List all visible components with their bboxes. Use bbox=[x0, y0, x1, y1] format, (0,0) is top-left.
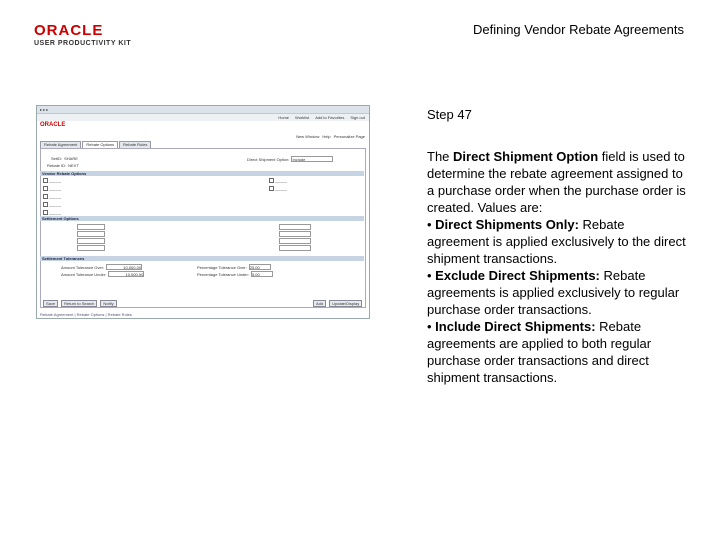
tab-rebate-options[interactable]: Rebate Options bbox=[82, 141, 118, 149]
logo-brand: ORACLE bbox=[34, 22, 104, 39]
input-box[interactable] bbox=[279, 245, 311, 251]
input-box[interactable] bbox=[279, 224, 311, 230]
input-box[interactable] bbox=[77, 238, 105, 244]
settlement-input[interactable] bbox=[279, 238, 311, 244]
bullet: • bbox=[427, 319, 436, 334]
rebate-options-section: Vendor Rebate Options bbox=[40, 171, 364, 176]
checkbox[interactable] bbox=[43, 178, 48, 183]
intro-field-name: Direct Shipment Option bbox=[453, 149, 599, 164]
settlement-input[interactable] bbox=[77, 238, 105, 244]
add-button[interactable]: Add bbox=[313, 300, 326, 307]
checkbox[interactable] bbox=[43, 210, 48, 215]
nav-link-home[interactable]: Home bbox=[278, 115, 290, 120]
checkbox[interactable] bbox=[269, 186, 274, 191]
value-text: Rebate agreements is applied exclusively to regular purchase order transactions. bbox=[427, 268, 680, 317]
settlement-input[interactable] bbox=[279, 245, 311, 251]
universal-navigation bbox=[37, 114, 369, 121]
checkbox[interactable] bbox=[269, 178, 274, 183]
option-checkbox-row[interactable]: ——— bbox=[43, 178, 61, 184]
pct-tol-over-input[interactable] bbox=[249, 264, 271, 270]
amount-tol-under-input[interactable] bbox=[108, 271, 144, 277]
nav-link-favorites[interactable]: Add to Favorites bbox=[315, 115, 345, 120]
personalize-link[interactable]: Personalize Page bbox=[333, 134, 365, 139]
option-checkbox-row[interactable]: ——— bbox=[43, 202, 61, 208]
input-box[interactable] bbox=[279, 231, 311, 237]
rebate-id-label: Rebate ID: bbox=[47, 163, 67, 168]
value-text: Rebate agreement is applied exclusively to the direct shipment transactions. bbox=[427, 217, 686, 266]
notify-button[interactable]: Notify bbox=[100, 300, 116, 307]
tolerance-section: Settlement Tolerances bbox=[40, 256, 364, 261]
input-box[interactable] bbox=[77, 245, 105, 251]
logo-subtitle: USER PRODUCTIVITY KIT bbox=[34, 40, 132, 47]
settlement-input[interactable] bbox=[279, 224, 311, 230]
pct-tol-under-input[interactable] bbox=[251, 271, 273, 277]
input-box[interactable] bbox=[279, 238, 311, 244]
pct-tol-under-value: 5.00 bbox=[251, 272, 260, 277]
option-checkbox-row[interactable]: ——— bbox=[43, 186, 61, 192]
nav-link-signout[interactable]: Sign out bbox=[350, 115, 365, 120]
pct-tol-over-value: 25.00 bbox=[249, 265, 260, 270]
rebate-id-value: NEXT bbox=[68, 163, 79, 168]
value-item bbox=[427, 216, 689, 267]
percentage-tolerance-under bbox=[197, 271, 273, 277]
tab-rebate-agreement[interactable]: Rebate Agreement bbox=[40, 141, 81, 149]
setid-label: SetID: bbox=[51, 156, 63, 161]
settlement-input[interactable] bbox=[77, 224, 105, 230]
bullet: • bbox=[427, 217, 436, 232]
new-window-link[interactable]: New Window bbox=[296, 134, 320, 139]
direct-shipment-select[interactable] bbox=[291, 156, 333, 162]
setid-value: SHARE bbox=[64, 156, 78, 161]
document-title: Defining Vendor Rebate Agreements bbox=[472, 22, 684, 37]
direct-shipment-label: Direct Shipment Option: bbox=[247, 156, 290, 162]
percentage-tolerance-over bbox=[197, 264, 271, 270]
amount-tolerance-under bbox=[61, 271, 144, 277]
toolbar-right bbox=[313, 300, 362, 307]
checkbox[interactable] bbox=[43, 186, 48, 191]
value-text: Rebate agreements are applied to both regular purchase order transactions and direct shipment transactions. bbox=[427, 319, 652, 385]
step-number: Step 47 bbox=[427, 107, 472, 122]
value-term: Exclude Direct Shipments: bbox=[435, 268, 600, 283]
option-checkbox-row[interactable]: ——— bbox=[269, 178, 287, 184]
pct-tol-over-label: Percentage Tolerance Over: bbox=[197, 264, 247, 270]
checkbox[interactable] bbox=[43, 194, 48, 199]
settlement-input[interactable] bbox=[77, 231, 105, 237]
input-box[interactable] bbox=[77, 224, 105, 230]
direct-shipment-field bbox=[247, 156, 333, 162]
value-term: Direct Shipments Only: bbox=[435, 217, 579, 232]
value-item bbox=[427, 267, 689, 318]
option-checkboxes-right bbox=[269, 178, 287, 192]
intro-post: field is used to determine the rebate agreement assigned to a purchase order when the purchase order is created. Values are: bbox=[427, 149, 686, 215]
option-checkbox-row[interactable]: ——— bbox=[43, 210, 61, 216]
amount-tol-over-label: Amount Tolerance Over: bbox=[61, 264, 105, 270]
setid-field bbox=[51, 156, 78, 161]
settlement-input[interactable] bbox=[279, 231, 311, 237]
amount-tol-over-value: 10,000.00 bbox=[123, 265, 142, 270]
checkbox[interactable] bbox=[43, 202, 48, 207]
page-links bbox=[296, 134, 365, 139]
screenshot-brand: ORACLE bbox=[40, 122, 66, 128]
rebate-id-field bbox=[47, 163, 79, 168]
return-to-search-button[interactable]: Return to Search bbox=[61, 300, 97, 307]
option-checkboxes bbox=[43, 178, 61, 216]
step-description bbox=[427, 148, 689, 386]
option-checkbox-row[interactable]: ——— bbox=[43, 194, 61, 200]
menu-favorites: ▸ ▸ ▸ bbox=[40, 107, 49, 112]
bullet: • bbox=[427, 268, 436, 283]
amount-tol-under-label: Amount Tolerance Under: bbox=[61, 271, 107, 277]
input-box[interactable] bbox=[77, 231, 105, 237]
oracle-upk-logo bbox=[34, 22, 131, 47]
option-checkbox-row[interactable]: ——— bbox=[269, 186, 287, 192]
value-item bbox=[427, 318, 689, 386]
pct-tol-under-label: Percentage Tolerance Under: bbox=[197, 271, 249, 277]
browser-menu-bar bbox=[37, 106, 369, 114]
direct-shipment-value: Include bbox=[292, 157, 306, 162]
save-button[interactable]: Save bbox=[43, 300, 58, 307]
update-display-button[interactable]: Update/Display bbox=[329, 300, 362, 307]
nav-link-worklist[interactable]: Worklist bbox=[295, 115, 310, 120]
amount-tol-under-value: 10,000.00 bbox=[125, 272, 144, 277]
amount-tolerance-over bbox=[61, 264, 142, 270]
toolbar-left bbox=[43, 300, 117, 307]
value-term: Include Direct Shipments: bbox=[435, 319, 596, 334]
step-intro bbox=[427, 148, 689, 216]
settlement-input[interactable] bbox=[77, 245, 105, 251]
amount-tol-over-input[interactable] bbox=[106, 264, 142, 270]
application-screenshot bbox=[36, 105, 370, 319]
intro-pre: The bbox=[427, 149, 454, 164]
settlement-section: Settlement Options bbox=[40, 216, 364, 221]
tab-rebate-rules[interactable]: Rebate Rules bbox=[119, 141, 151, 149]
page-footer-links[interactable]: Rebate Agreement | Rebate Options | Rebate Rules bbox=[40, 312, 132, 317]
help-link[interactable]: Help bbox=[322, 134, 331, 139]
